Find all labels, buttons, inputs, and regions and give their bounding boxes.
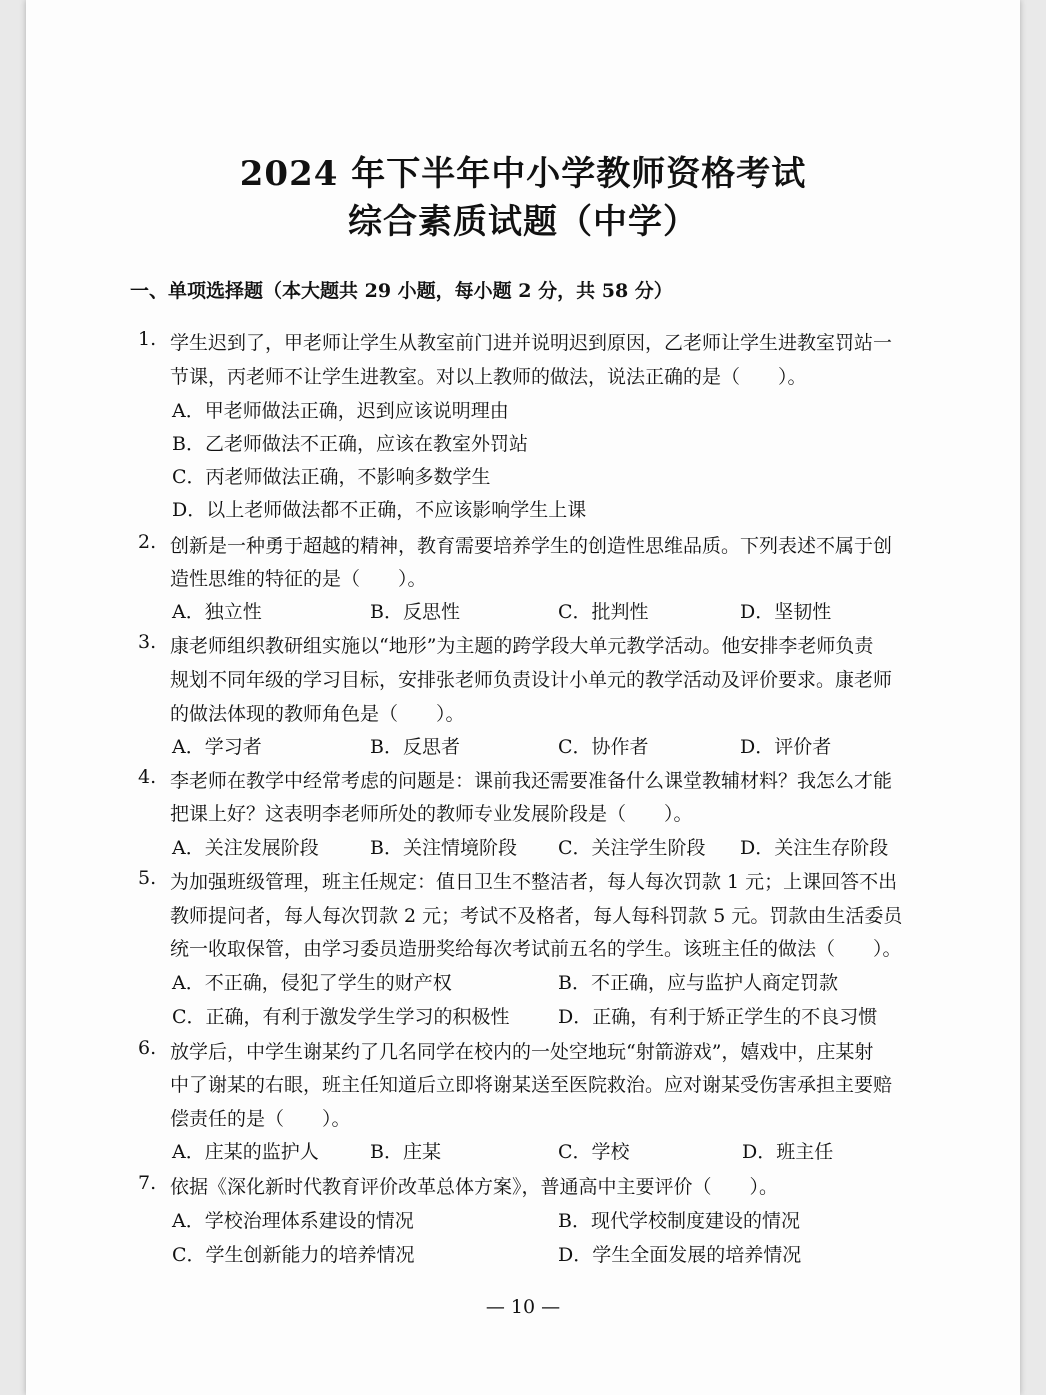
question-text: 中了谢某的右眼，班主任知道后立即将谢某送至医院救治。应对谢某受伤害承担主要赔 bbox=[170, 1074, 893, 1096]
option: A．学习者 bbox=[172, 736, 262, 758]
option: C．批判性 bbox=[558, 601, 649, 623]
question-text: 节课，丙老师不让学生进教室。对以上教师的做法，说法正确的是（ ）。 bbox=[170, 366, 807, 388]
option: B．庄某 bbox=[370, 1141, 441, 1163]
question-text: 教师提问者，每人每次罚款 2 元；考试不及格者，每人每科罚款 5 元。罚款由生活委员 bbox=[170, 905, 903, 927]
option: A．关注发展阶段 bbox=[172, 837, 319, 859]
option: A．不正确，侵犯了学生的财产权 bbox=[172, 972, 452, 994]
option: A．独立性 bbox=[172, 601, 262, 623]
option: D．学生全面发展的培养情况 bbox=[558, 1244, 802, 1266]
question-text: 偿责任的是（ ）。 bbox=[170, 1108, 351, 1130]
option: C．学生创新能力的培养情况 bbox=[172, 1244, 415, 1266]
page-number: — 10 — bbox=[485, 1296, 561, 1318]
option: B．关注情境阶段 bbox=[370, 837, 517, 859]
option: B．反思性 bbox=[370, 601, 460, 623]
option: C．丙老师做法正确，不影响多数学生 bbox=[172, 466, 491, 488]
question-text: 把课上好？这表明李老师所处的教师专业发展阶段是（ ）。 bbox=[170, 803, 693, 825]
option: D．以上老师做法都不正确，不应该影响学生上课 bbox=[172, 499, 587, 521]
option: C．学校 bbox=[558, 1141, 630, 1163]
option: B．反思者 bbox=[370, 736, 460, 758]
option: D．关注生存阶段 bbox=[740, 837, 889, 859]
option: A．学校治理体系建设的情况 bbox=[172, 1210, 414, 1232]
option: C．正确，有利于激发学生学习的积极性 bbox=[172, 1006, 510, 1028]
question-number: 3. bbox=[138, 631, 157, 653]
exam-subtitle: 综合素质试题（中学） bbox=[348, 202, 698, 242]
option: D．班主任 bbox=[742, 1141, 834, 1163]
question-text: 为加强班级管理，班主任规定：值日卫生不整洁者，每人每次罚款 1 元；上课回答不出 bbox=[170, 871, 898, 893]
option: D．坚韧性 bbox=[740, 601, 832, 623]
question-text: 创新是一种勇于超越的精神，教育需要培养学生的创造性思维品质。下列表述不属于创 bbox=[170, 535, 893, 557]
exam-page bbox=[26, 0, 1020, 1395]
question-number: 6. bbox=[138, 1037, 157, 1059]
exam-title: 2024 年下半年中小学教师资格考试 bbox=[239, 154, 807, 194]
question-number: 4. bbox=[138, 766, 157, 788]
option: C．关注学生阶段 bbox=[558, 837, 706, 859]
question-text: 规划不同年级的学习目标，安排张老师负责设计小单元的教学活动及评价要求。康老师 bbox=[170, 669, 893, 691]
question-number: 5. bbox=[138, 867, 157, 889]
question-text: 康老师组织教研组实施以“地形”为主题的跨学段大单元教学活动。他安排李老师负责 bbox=[170, 635, 874, 657]
question-number: 1. bbox=[138, 328, 157, 350]
option: D．正确，有利于矫正学生的不良习惯 bbox=[558, 1006, 878, 1028]
option: B．不正确，应与监护人商定罚款 bbox=[558, 972, 838, 994]
option: D．评价者 bbox=[740, 736, 832, 758]
question-text: 李老师在教学中经常考虑的问题是：课前我还需要准备什么课堂教辅材料？我怎么才能 bbox=[170, 770, 893, 792]
option: C．协作者 bbox=[558, 736, 649, 758]
question-text: 放学后，中学生谢某约了几名同学在校内的一处空地玩“射箭游戏”，嬉戏中，庄某射 bbox=[170, 1041, 874, 1063]
section-heading: 一、单项选择题（本大题共 29 小题，每小题 2 分，共 58 分） bbox=[130, 280, 673, 302]
question-text: 学生迟到了，甲老师让学生从教室前门进并说明迟到原因，乙老师让学生进教室罚站一 bbox=[170, 332, 893, 354]
question-text: 的做法体现的教师角色是（ ）。 bbox=[170, 703, 465, 725]
question-text: 统一收取保管，由学习委员造册奖给每次考试前五名的学生。该班主任的做法（ ）。 bbox=[170, 938, 902, 960]
option: B．现代学校制度建设的情况 bbox=[558, 1210, 800, 1232]
question-number: 7. bbox=[138, 1172, 157, 1194]
option: A．庄某的监护人 bbox=[172, 1141, 319, 1163]
question-text: 造性思维的特征的是（ ）。 bbox=[170, 568, 427, 590]
question-text: 依据《深化新时代教育评价改革总体方案》，普通高中主要评价（ ）。 bbox=[170, 1176, 779, 1198]
option: B．乙老师做法不正确，应该在教室外罚站 bbox=[172, 433, 528, 455]
question-number: 2. bbox=[138, 531, 157, 553]
option: A．甲老师做法正确，迟到应该说明理由 bbox=[172, 400, 509, 422]
